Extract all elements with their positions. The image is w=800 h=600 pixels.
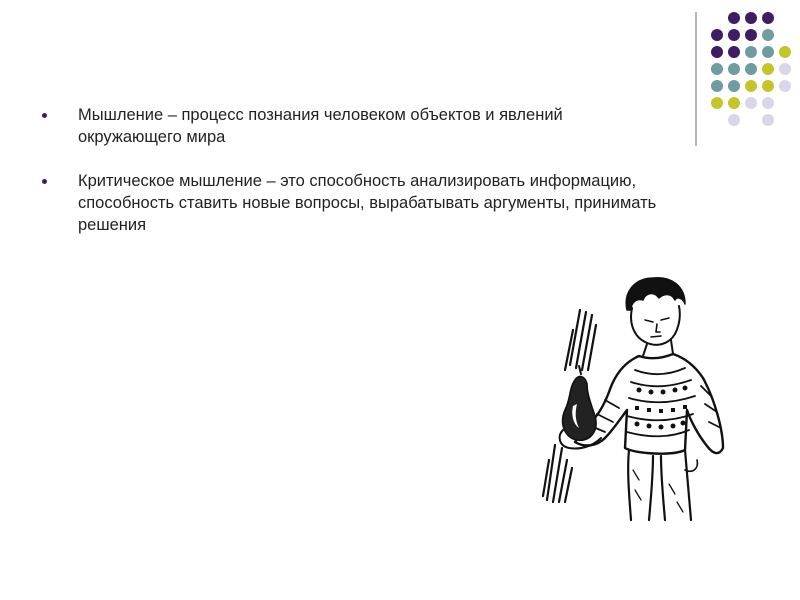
bullet-text: Критическое мышление – это способность анализировать информацию, способность ставить новые вопросы, вырабатывать аргументы, принимать решения	[78, 172, 657, 234]
decorative-dot	[728, 63, 740, 75]
bullet-text: Мышление – процесс познания человеком объектов и явлений окружающего мира	[78, 106, 563, 146]
decorative-dot	[779, 80, 791, 92]
bullet-item	[42, 104, 662, 148]
decorative-dot	[728, 80, 740, 92]
decorative-dot	[745, 12, 757, 24]
decorative-dot	[745, 63, 757, 75]
decorative-dot	[762, 46, 774, 58]
bullet-dot-icon	[42, 179, 47, 184]
decorative-dot	[745, 97, 757, 109]
decorative-dot	[711, 29, 723, 41]
decorative-dot	[762, 12, 774, 24]
decorative-dot	[728, 29, 740, 41]
decorative-dot	[745, 80, 757, 92]
decorative-dot	[762, 63, 774, 75]
decorative-dot	[779, 63, 791, 75]
decorative-dot	[779, 46, 791, 58]
decorative-dot	[728, 46, 740, 58]
bullet-item	[42, 170, 662, 236]
decorative-dot	[745, 46, 757, 58]
decorative-dot	[711, 46, 723, 58]
decorative-dot	[711, 80, 723, 92]
decorative-dot	[728, 114, 740, 126]
decorative-dot	[728, 97, 740, 109]
decorative-dot	[711, 63, 723, 75]
bullet-dot-icon	[42, 113, 47, 118]
bullet-list	[42, 104, 662, 258]
decorative-dot	[728, 12, 740, 24]
decorative-dot	[762, 29, 774, 41]
decorative-dot	[762, 114, 774, 126]
boy-holding-pear-icon	[535, 270, 735, 525]
decorative-dot	[762, 97, 774, 109]
decorative-dot	[711, 97, 723, 109]
decorative-dot	[762, 80, 774, 92]
decorative-dot	[745, 29, 757, 41]
